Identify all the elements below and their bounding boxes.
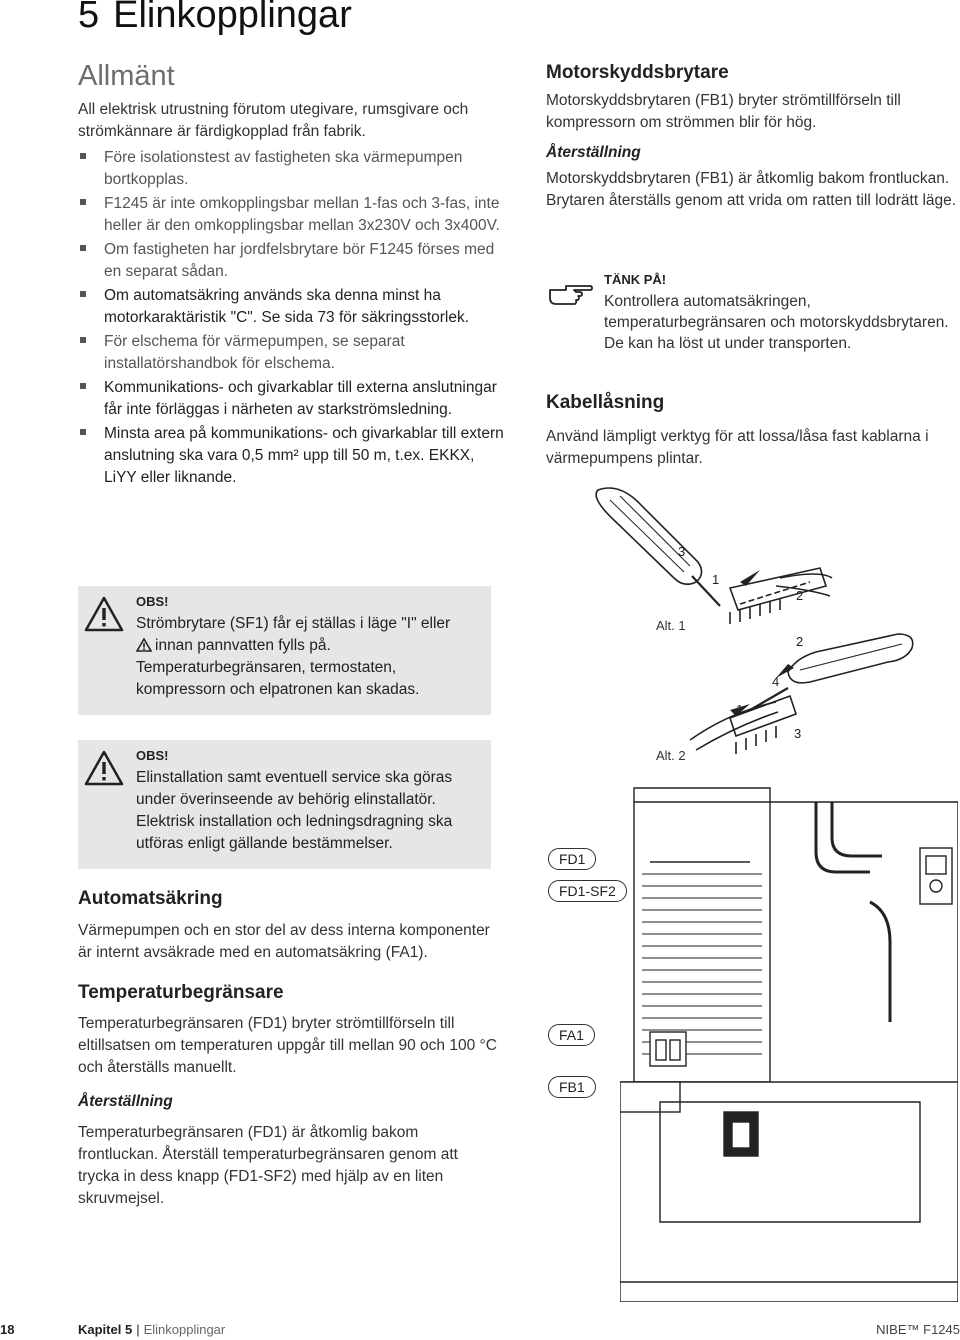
warning-text: Elinstallation samt eventuell service ska göras under överinseende av behörig elinstallatör. Elektrisk installation och ledningsdragning ska utföras enligt gällande bestämmelser. xyxy=(136,769,453,852)
motorskydd-text: Motorskyddsbrytaren (FB1) bryter strömtillförseln till kompressorn om strömmen blir för hög. xyxy=(546,92,901,131)
warning-triangle-icon xyxy=(84,750,124,786)
callout-number: 2 xyxy=(796,634,804,649)
subheading-aterstallning: Återställning xyxy=(78,1093,173,1110)
callout-number: 2 xyxy=(796,588,804,603)
subheading-aterstallning: Återställning xyxy=(546,144,641,161)
callout-number: 1 xyxy=(712,572,720,587)
cable-lock-illustration xyxy=(580,478,960,778)
tip-text: Kontrollera automatsäkringen, temperaturbegränsaren och motorskyddsbrytaren. De kan ha löst ut under transporten. xyxy=(604,293,949,352)
bullet-list xyxy=(78,147,510,489)
list-item: Före isolationstest av fastigheten ska värmepumpen bortkopplas. xyxy=(78,147,510,191)
temperaturbegransare-text: Temperaturbegränsaren (FD1) bryter strömtillförseln till eltillsatsen om temperaturen uppgår till mellan 90 och 100 °C och återställs manuellt. xyxy=(78,1015,497,1076)
heading-temperaturbegransare: Temperaturbegränsare xyxy=(78,982,284,1003)
warning-text: Strömbrytare (SF1) får ej ställas i läge "I" eller innan pannvatten fylls på. Temperaturbegränsaren, termostaten, kompressorn och elpatronen kan skadas. xyxy=(136,615,451,698)
warning-box-2 xyxy=(78,740,491,869)
callout-fd1: FD1 xyxy=(548,848,596,870)
heading-kabellasning: Kabellåsning xyxy=(546,392,665,413)
callout-number: 3 xyxy=(794,726,802,741)
warning-label: OBS! xyxy=(136,748,169,763)
heat-pump-illustration xyxy=(620,782,958,1302)
list-item: Om automatsäkring används ska denna minst ha motorkaraktäristik "C". Se sida 73 för säkringsstorlek. xyxy=(78,285,510,329)
figure-label-alt1: Alt. 1 xyxy=(656,618,686,633)
kabellasning-text: Använd lämpligt verktyg för att lossa/låsa fast kablarna i värmepumpens plintar. xyxy=(546,428,929,467)
heading-automatsakring: Automatsäkring xyxy=(78,888,223,909)
list-item: F1245 är inte omkopplingsbar mellan 1-fas och 3-fas, inte heller är den omkopplingsbar mellan 3x230V och 3x400V. xyxy=(78,193,510,237)
motorskydd-reset-text: Motorskyddsbrytaren (FB1) är åtkomlig bakom frontluckan. Brytaren återställs genom att vrida om ratten till lodrätt läge. xyxy=(546,170,957,209)
list-item: För elschema för värmepumpen, se separat installatörshandbok för elschema. xyxy=(78,331,510,375)
callout-fb1: FB1 xyxy=(548,1076,596,1098)
warning-box-1 xyxy=(78,586,491,715)
figure-label-alt2: Alt. 2 xyxy=(656,748,686,763)
page-number: 18 xyxy=(0,1322,15,1337)
temperaturbegransare-reset-text: Temperaturbegränsaren (FD1) är åtkomlig bakom frontluckan. Återställ temperaturbegränsaren genom att trycka in dess knapp (FD1-SF2) med hjälp av en liten skruvmejsel. xyxy=(78,1124,458,1207)
warning-triangle-icon xyxy=(136,638,152,652)
automatsakring-text: Värmepumpen och en stor del av dess interna komponenter är internt avsäkrade med en automatsäkring (FA1). xyxy=(78,922,490,961)
callout-fa1: FA1 xyxy=(548,1024,595,1046)
callout-fd1-sf2: FD1-SF2 xyxy=(548,880,627,902)
intro-text: All elektrisk utrustning förutom utegivare, rumsgivare och strömkännare är färdigkopplad från fabrik. xyxy=(78,101,469,140)
warning-triangle-icon xyxy=(84,596,124,632)
section-motorskydd xyxy=(546,62,960,212)
warning-label: OBS! xyxy=(136,594,169,609)
section-allmant xyxy=(78,60,510,491)
chapter-title: 5 Elinkopplingar xyxy=(78,0,352,36)
footer-brand: NIBE™ F1245 xyxy=(876,1322,960,1337)
footer-chapter: Kapitel 5 | Elinkopplingar xyxy=(78,1322,226,1337)
callout-number: 4 xyxy=(772,674,780,689)
list-item: Om fastigheten har jordfelsbrytare bör F1245 förses med en separat sådan. xyxy=(78,239,510,283)
callout-number: 3 xyxy=(678,544,686,559)
pointing-hand-icon xyxy=(546,276,594,312)
list-item: Minsta area på kommunikations- och givarkablar till extern anslutning ska vara 0,5 mm² upp till 50 m, t.ex. EKKX, LiYY eller liknande. xyxy=(78,423,510,489)
tip-box xyxy=(546,272,956,354)
callout-number: 1 xyxy=(736,702,744,717)
list-item: Kommunikations- och givarkablar till externa anslutningar får inte förläggas i närheten av starkströmsledning. xyxy=(78,377,510,421)
heading-allmant: Allmänt xyxy=(78,60,175,92)
tip-label: TÄNK PÅ! xyxy=(604,272,667,287)
heading-motorskyddsbrytare: Motorskyddsbrytare xyxy=(546,62,729,83)
